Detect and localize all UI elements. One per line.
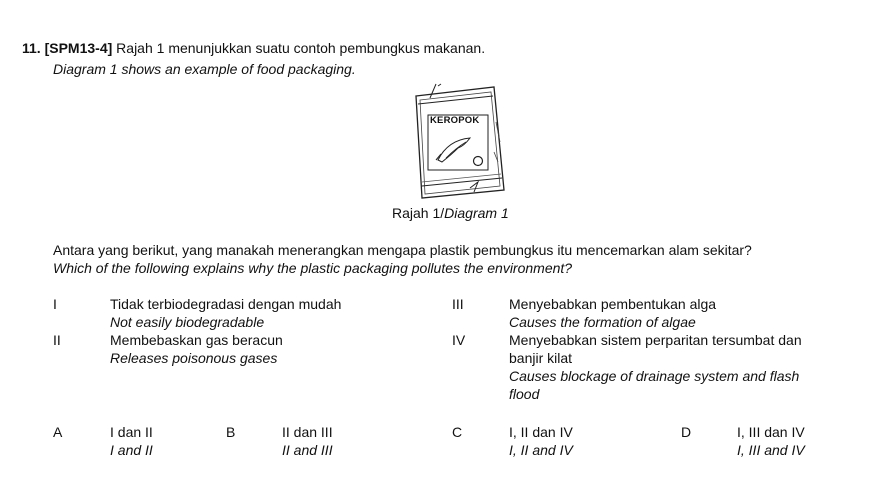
statement-text-ms: Tidak terbiodegradasi dengan mudah xyxy=(110,296,342,312)
statement-numeral: III xyxy=(452,296,464,312)
figure-caption xyxy=(392,205,509,222)
packet-label: KEROPOK xyxy=(430,115,480,126)
option-letter-d[interactable]: D xyxy=(681,424,692,440)
question-number: 11. xyxy=(22,40,41,56)
statement-text-ms: Menyebabkan pembentukan alga xyxy=(509,296,717,312)
option-d-ms[interactable]: I, III dan IV xyxy=(737,424,805,440)
statement-text-en: Not easily biodegradable xyxy=(110,314,265,330)
statement-text-en: Causes blockage of drainage system and flash xyxy=(509,368,800,384)
option-b-en[interactable]: II and III xyxy=(282,442,333,458)
option-c-ms[interactable]: I, II dan IV xyxy=(509,424,573,440)
statement-text-ms: Menyebabkan sistem perparitan tersumbat dan xyxy=(509,332,802,348)
stem-text-ms: Antara yang berikut, yang manakah menerangkan mengapa plastik pembungkus itu mencemarkan alam sekitar? xyxy=(53,242,752,258)
statement-numeral: II xyxy=(53,332,61,348)
fish-packet-icon xyxy=(408,82,508,200)
statement-text-en: flood xyxy=(509,386,540,402)
food-packet-figure xyxy=(408,82,508,200)
option-c-en[interactable]: I, II and IV xyxy=(509,442,573,458)
statement-text-en: Releases poisonous gases xyxy=(110,350,278,366)
statement-numeral: IV xyxy=(452,332,466,348)
statement-text-ms: banjir kilat xyxy=(509,350,573,366)
option-a-en[interactable]: I and II xyxy=(110,442,153,458)
question-text-en: Diagram 1 shows an example of food packaging. xyxy=(53,61,356,77)
caption-en: Diagram 1 xyxy=(444,205,509,221)
caption-ms: Rajah 1/ xyxy=(392,205,445,221)
statement-text-en: Causes the formation of algae xyxy=(509,314,696,330)
question-header xyxy=(22,40,485,57)
option-letter-a[interactable]: A xyxy=(53,424,63,440)
option-b-ms[interactable]: II dan III xyxy=(282,424,333,440)
option-letter-c[interactable]: C xyxy=(452,424,463,440)
statement-numeral: I xyxy=(53,296,57,312)
statement-text-ms: Membebaskan gas beracun xyxy=(110,332,283,348)
option-letter-b[interactable]: B xyxy=(226,424,236,440)
question-text-ms: Rajah 1 menunjukkan suatu contoh pembungkus makanan. xyxy=(116,40,486,56)
stem-text-en: Which of the following explains why the plastic packaging pollutes the environment? xyxy=(53,260,573,276)
option-a-ms[interactable]: I dan II xyxy=(110,424,153,440)
option-d-en[interactable]: I, III and IV xyxy=(737,442,805,458)
question-code: [SPM13-4] xyxy=(44,40,113,56)
